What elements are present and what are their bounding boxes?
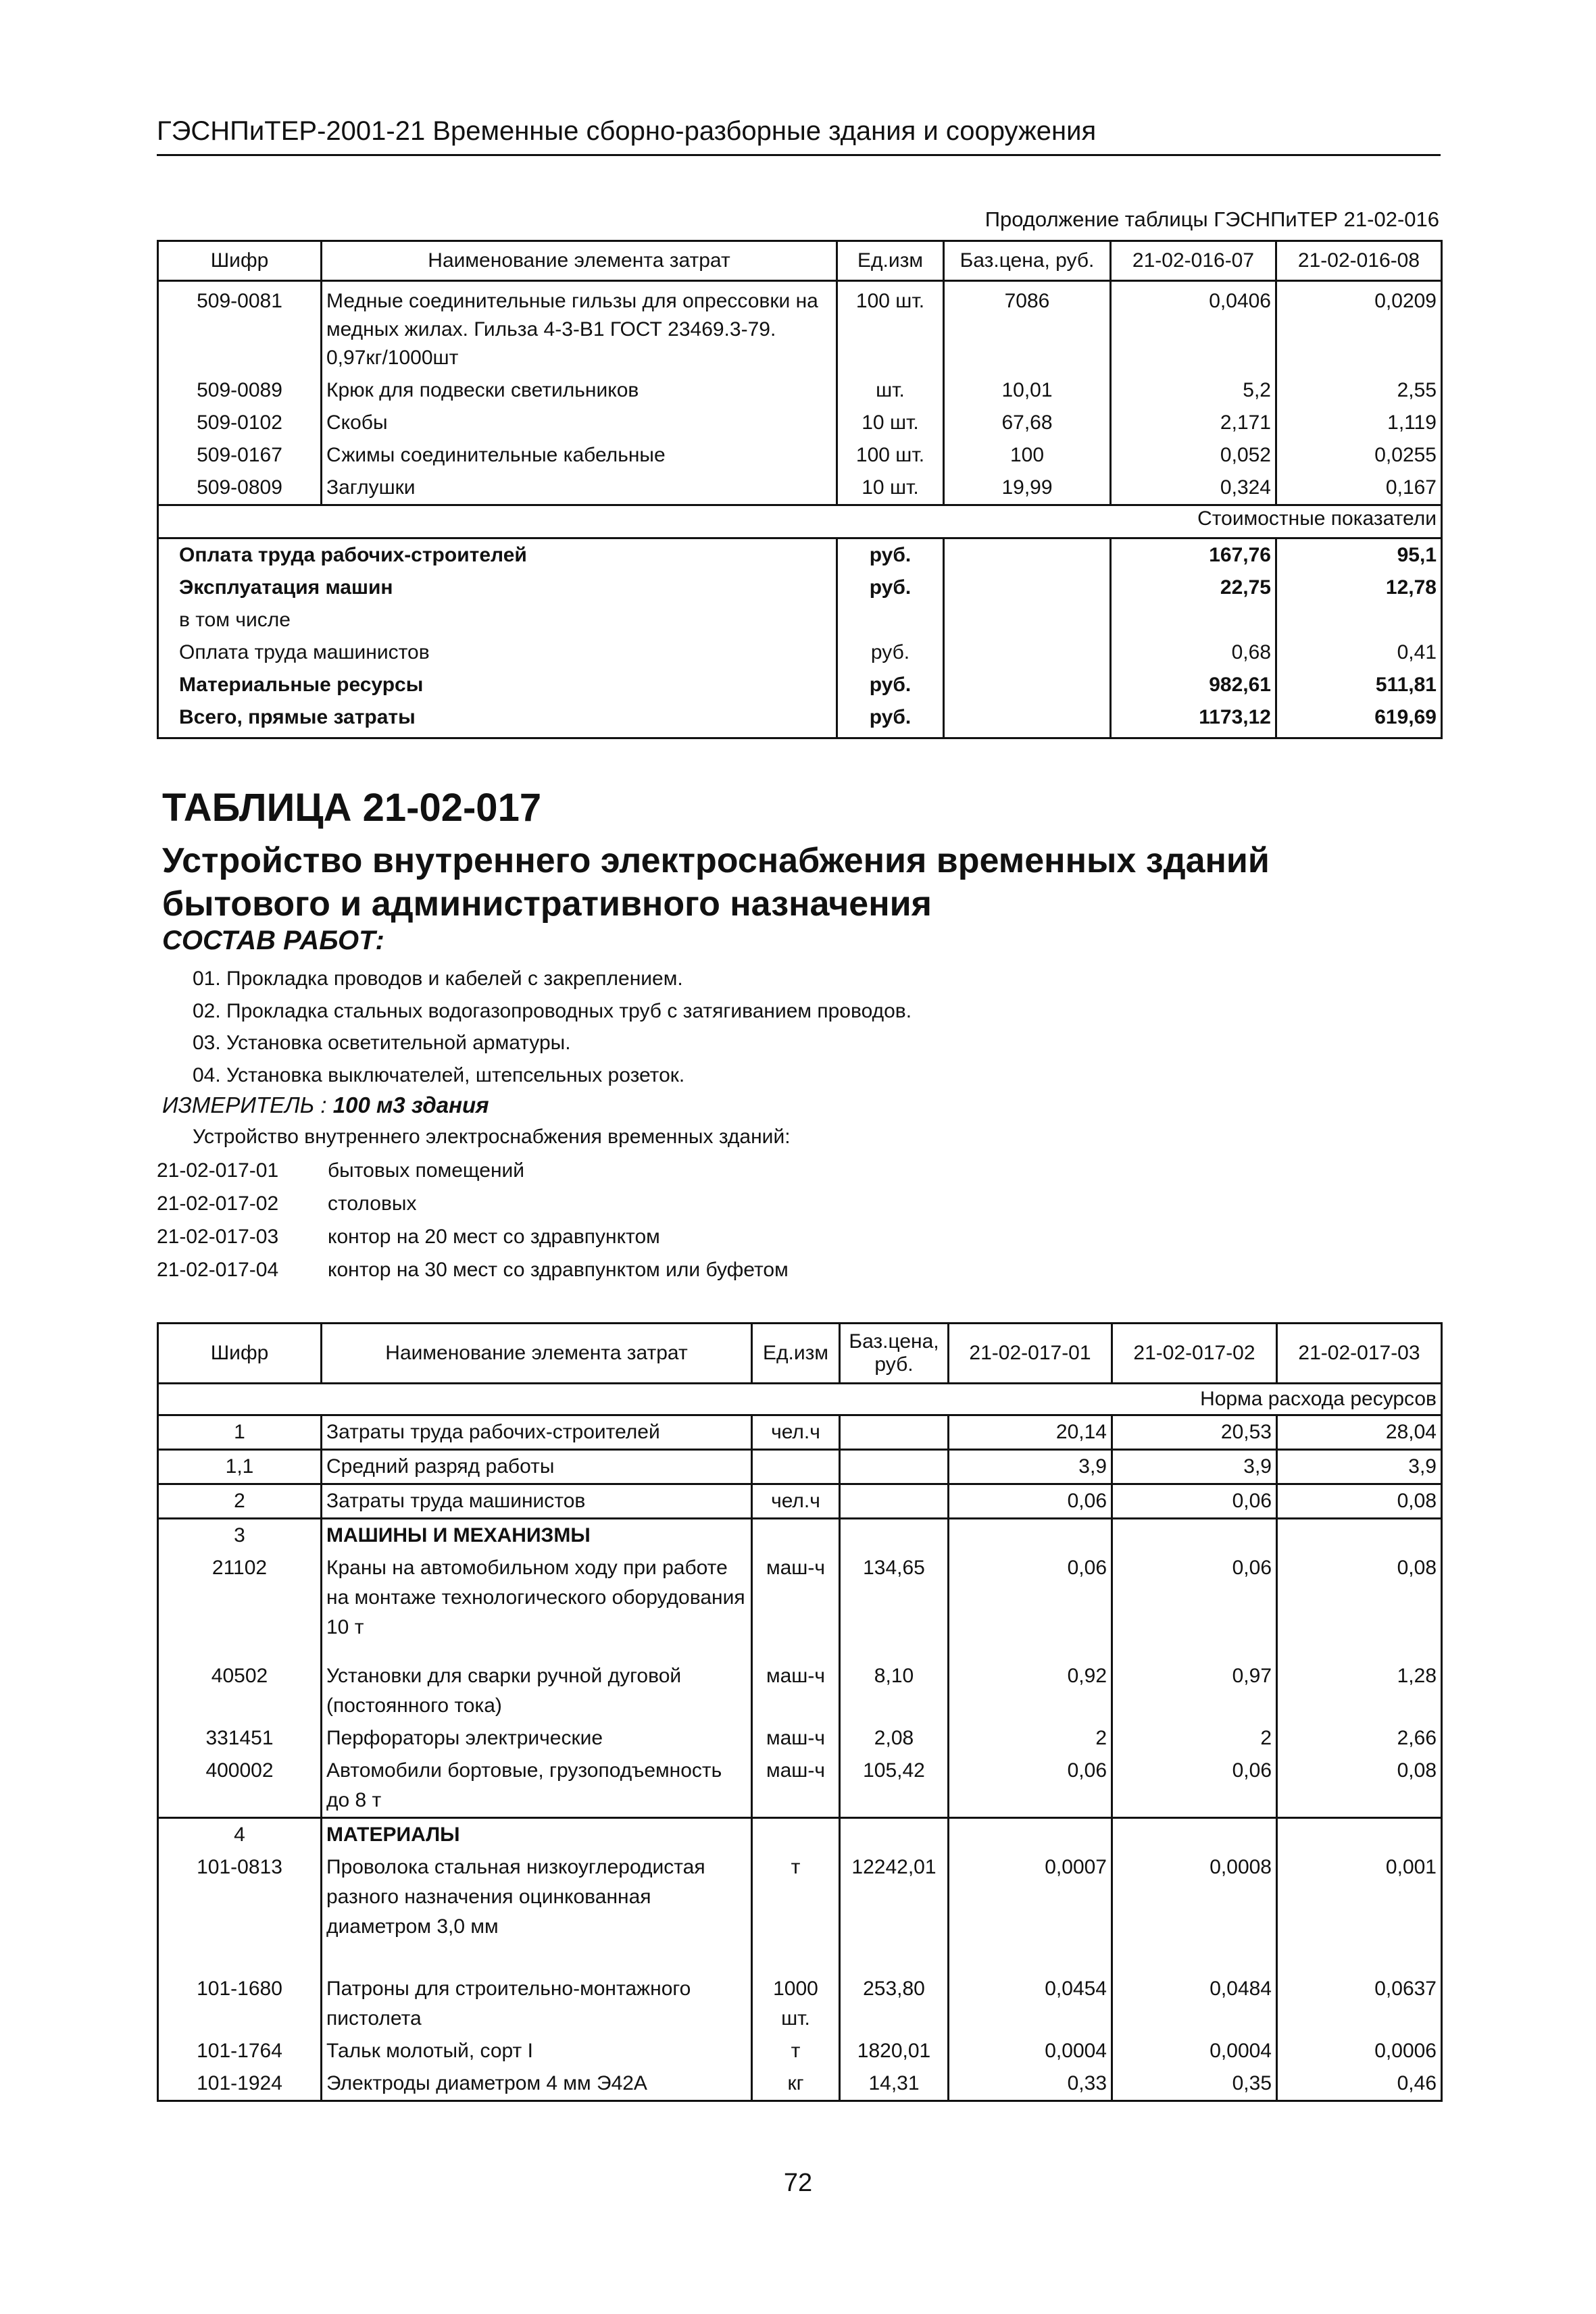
- cost-price-empty: [944, 572, 1111, 604]
- cost-value: 0,68: [1111, 636, 1276, 669]
- row-unit: шт.: [837, 374, 944, 407]
- cost-unit: руб.: [837, 572, 944, 604]
- row-unit: т: [752, 2035, 840, 2067]
- row-unit: [752, 1519, 840, 1553]
- row-code: 101-1924: [158, 2067, 322, 2101]
- row-value: 20,53: [1112, 1415, 1277, 1450]
- column-header: 21-02-017-02: [1112, 1324, 1277, 1384]
- page-header-title: ГЭСНПиТЕР-2001-21 Временные сборно-разборные здания и сооружения: [157, 116, 1097, 146]
- row-unit: маш-ч: [752, 1722, 840, 1755]
- row-value: 3,9: [1112, 1450, 1277, 1484]
- row-price: 1820,01: [840, 2035, 949, 2067]
- row-price: 10,01: [944, 374, 1111, 407]
- row-name: Средний разряд работы: [322, 1450, 752, 1484]
- cost-unit: [837, 604, 944, 636]
- row-price: 19,99: [944, 472, 1111, 505]
- row-value: [1277, 1818, 1442, 1852]
- table-row: [158, 1973, 1442, 2035]
- row-unit: 100 шт.: [837, 281, 944, 375]
- section-heading: МАШИНЫ И МЕХАНИЗМЫ: [322, 1519, 752, 1553]
- column-header: 21-02-016-07: [1111, 241, 1276, 281]
- row-code: 331451: [158, 1722, 322, 1755]
- row-unit: чел.ч: [752, 1484, 840, 1519]
- cost-name: Эксплуатация машин: [158, 572, 837, 604]
- table-row: [158, 1552, 1442, 1660]
- table-row: [158, 1755, 1442, 1818]
- row-value: 1,119: [1276, 407, 1442, 439]
- row-value: 1,28: [1277, 1660, 1442, 1722]
- row-value: 0,35: [1112, 2067, 1277, 2101]
- row-value: [949, 1519, 1112, 1553]
- cost-value: [1276, 604, 1442, 636]
- row-value: 0,0209: [1276, 281, 1442, 375]
- row-value: 0,08: [1277, 1552, 1442, 1660]
- row-value: 0,06: [1112, 1755, 1277, 1818]
- table-row: [158, 2067, 1442, 2101]
- row-code: 509-0081: [158, 281, 322, 375]
- row-code: 21102: [158, 1552, 322, 1660]
- table-title: ТАБЛИЦА 21-02-017: [162, 786, 542, 830]
- norm-header: Норма расхода ресурсов: [158, 1384, 1442, 1415]
- table-row: [158, 281, 1442, 375]
- row-code: 509-0089: [158, 374, 322, 407]
- row-value: 5,2: [1111, 374, 1276, 407]
- row-code: 101-1764: [158, 2035, 322, 2067]
- row-value: 0,46: [1277, 2067, 1442, 2101]
- row-value: 0,06: [949, 1484, 1112, 1519]
- column-header: Шифр: [158, 1324, 322, 1384]
- row-value: 3,9: [949, 1450, 1112, 1484]
- table-row: [158, 1722, 1442, 1755]
- row-unit: 1000 шт.: [752, 1973, 840, 2035]
- cost-row: [158, 572, 1442, 604]
- cost-unit: руб.: [837, 701, 944, 738]
- row-value: 0,06: [949, 1755, 1112, 1818]
- column-header: 21-02-017-01: [949, 1324, 1112, 1384]
- row-value: 0,06: [1112, 1484, 1277, 1519]
- row-value: 0,92: [949, 1660, 1112, 1722]
- row-value: [1277, 1519, 1442, 1553]
- table-header-row: [158, 241, 1442, 281]
- cost-price-empty: [944, 669, 1111, 701]
- table-row: [158, 374, 1442, 407]
- row-price: 100: [944, 439, 1111, 472]
- row-value: 2: [949, 1722, 1112, 1755]
- row-name: Сжимы соединительные кабельные: [322, 439, 837, 472]
- table-row: [158, 1450, 1442, 1484]
- row-unit: [752, 1450, 840, 1484]
- row-unit: маш-ч: [752, 1552, 840, 1660]
- row-name: Краны на автомобильном ходу при работе на монтаже технологического оборудования 10 т: [322, 1552, 752, 1660]
- row-unit: [752, 1818, 840, 1852]
- row-value: 2,55: [1276, 374, 1442, 407]
- table-row: [158, 1818, 1442, 1852]
- row-value: 0,0255: [1276, 439, 1442, 472]
- cost-name: Всего, прямые затраты: [158, 701, 837, 738]
- cost-unit: руб.: [837, 669, 944, 701]
- row-value: 2,66: [1277, 1722, 1442, 1755]
- table-row: [158, 2035, 1442, 2067]
- operation-item: 04. Установка выключателей, штепсельных розеток.: [193, 1064, 685, 1086]
- row-unit: маш-ч: [752, 1660, 840, 1722]
- row-code: 4: [158, 1818, 322, 1852]
- cost-value: 619,69: [1276, 701, 1442, 738]
- column-header: Ед.изм: [837, 241, 944, 281]
- row-price: [840, 1818, 949, 1852]
- row-name: Крюк для подвески светильников: [322, 374, 837, 407]
- row-value: 0,08: [1277, 1484, 1442, 1519]
- row-value: 0,0637: [1277, 1973, 1442, 2035]
- row-price: 253,80: [840, 1973, 949, 2035]
- cost-row: [158, 538, 1442, 572]
- variant-description: бытовых помещений: [328, 1159, 525, 1182]
- row-value: 0,06: [1112, 1552, 1277, 1660]
- operation-item: 03. Установка осветительной арматуры.: [193, 1032, 571, 1054]
- row-name: Проволока стальная низкоуглеродистая разного назначения оцинкованная диаметром 3,0 мм: [322, 1851, 752, 1973]
- variant-code: 21-02-017-04: [157, 1259, 279, 1281]
- cost-name: в том числе: [158, 604, 837, 636]
- row-value: 2,171: [1111, 407, 1276, 439]
- row-price: [840, 1519, 949, 1553]
- row-price: 14,31: [840, 2067, 949, 2101]
- row-value: 0,0484: [1112, 1973, 1277, 2035]
- meter-line: [162, 1092, 489, 1118]
- row-price: 7086: [944, 281, 1111, 375]
- variant-code: 21-02-017-02: [157, 1192, 279, 1215]
- row-code: 400002: [158, 1755, 322, 1818]
- row-value: [1112, 1818, 1277, 1852]
- column-header: Баз.цена, руб.: [840, 1324, 949, 1384]
- column-header: Шифр: [158, 241, 322, 281]
- column-header: 21-02-016-08: [1276, 241, 1442, 281]
- row-code: 2: [158, 1484, 322, 1519]
- variant-description: контор на 20 мест со здравпунктом: [328, 1226, 660, 1248]
- row-value: 0,97: [1112, 1660, 1277, 1722]
- cost-value: 511,81: [1276, 669, 1442, 701]
- row-value: [949, 1818, 1112, 1852]
- row-code: 3: [158, 1519, 322, 1553]
- row-value: 0,0004: [949, 2035, 1112, 2067]
- row-value: 0,001: [1277, 1851, 1442, 1973]
- row-value: 0,0454: [949, 1973, 1112, 2035]
- row-name: Затраты труда машинистов: [322, 1484, 752, 1519]
- header-rule: [157, 154, 1441, 156]
- row-price: [840, 1415, 949, 1450]
- row-unit: т: [752, 1851, 840, 1973]
- cost-row: [158, 636, 1442, 669]
- composition-label: СОСТАВ РАБОТ:: [162, 926, 384, 955]
- row-unit: маш-ч: [752, 1755, 840, 1818]
- variant-description: столовых: [328, 1192, 417, 1215]
- cost-row: [158, 701, 1442, 738]
- meter-label: ИЗМЕРИТЕЛЬ :: [162, 1092, 327, 1117]
- meter-value: 100 м3 здания: [332, 1092, 489, 1117]
- row-name: Патроны для строительно-монтажного пистолета: [322, 1973, 752, 2035]
- table-row: [158, 472, 1442, 505]
- page-number: 72: [783, 2169, 813, 2197]
- row-code: 509-0102: [158, 407, 322, 439]
- row-unit: чел.ч: [752, 1415, 840, 1450]
- row-value: 0,33: [949, 2067, 1112, 2101]
- variant-code: 21-02-017-03: [157, 1226, 279, 1248]
- row-unit: 10 шт.: [837, 472, 944, 505]
- column-header: Ед.изм: [752, 1324, 840, 1384]
- row-code: 40502: [158, 1660, 322, 1722]
- table-row: [158, 439, 1442, 472]
- table-subtitle: Устройство внутреннего электроснабжения временных зданий бытового и административного назначения: [162, 841, 1270, 924]
- table-row: [158, 1484, 1442, 1519]
- row-price: 2,08: [840, 1722, 949, 1755]
- row-name: Электроды диаметром 4 мм Э42А: [322, 2067, 752, 2101]
- row-price: 105,42: [840, 1755, 949, 1818]
- row-name: Скобы: [322, 407, 837, 439]
- cost-row: [158, 669, 1442, 701]
- cost-price-empty: [944, 538, 1111, 572]
- row-value: [1112, 1519, 1277, 1553]
- row-unit: кг: [752, 2067, 840, 2101]
- cost-price-empty: [944, 636, 1111, 669]
- variant-code: 21-02-017-01: [157, 1159, 279, 1182]
- row-code: 101-0813: [158, 1851, 322, 1973]
- cost-name: Оплата труда рабочих-строителей: [158, 538, 837, 572]
- row-name: Перфораторы электрические: [322, 1722, 752, 1755]
- cost-price-empty: [944, 604, 1111, 636]
- row-code: 1,1: [158, 1450, 322, 1484]
- table-row: [158, 1415, 1442, 1450]
- row-value: 0,0004: [1112, 2035, 1277, 2067]
- cost-indicators-header-row: [158, 505, 1442, 538]
- row-code: 509-0167: [158, 439, 322, 472]
- row-price: 134,65: [840, 1552, 949, 1660]
- row-name: Медные соединительные гильзы для опрессовки на медных жилах. Гильза 4-3-В1 ГОСТ 23469.3-79. 0,97кг/1000шт: [322, 281, 837, 375]
- row-value: 3,9: [1277, 1450, 1442, 1484]
- cost-value: [1111, 604, 1276, 636]
- norm-header-row: [158, 1384, 1442, 1415]
- column-header: Баз.цена, руб.: [944, 241, 1111, 281]
- row-unit: 100 шт.: [837, 439, 944, 472]
- row-value: 2: [1112, 1722, 1277, 1755]
- cost-table-21-02-016: [157, 240, 1443, 739]
- variant-description: контор на 30 мест со здравпунктом или буфетом: [328, 1259, 789, 1281]
- column-header: 21-02-017-03: [1277, 1324, 1442, 1384]
- row-name: Установки для сварки ручной дуговой (постоянного тока): [322, 1660, 752, 1722]
- cost-value: 95,1: [1276, 538, 1442, 572]
- variants-intro: Устройство внутреннего электроснабжения временных зданий:: [193, 1126, 791, 1148]
- row-value: 0,324: [1111, 472, 1276, 505]
- section-heading: МАТЕРИАЛЫ: [322, 1818, 752, 1852]
- cost-value: 982,61: [1111, 669, 1276, 701]
- row-name: Тальк молотый, сорт I: [322, 2035, 752, 2067]
- row-value: 0,08: [1277, 1755, 1442, 1818]
- cost-row: [158, 604, 1442, 636]
- row-price: [840, 1484, 949, 1519]
- cost-price-empty: [944, 701, 1111, 738]
- row-code: 509-0809: [158, 472, 322, 505]
- row-name: Заглушки: [322, 472, 837, 505]
- row-price: 12242,01: [840, 1851, 949, 1973]
- cost-value: 0,41: [1276, 636, 1442, 669]
- cost-unit: руб.: [837, 636, 944, 669]
- resource-norms-table-21-02-017: [157, 1322, 1443, 2102]
- row-value: 0,0007: [949, 1851, 1112, 1973]
- row-value: 0,052: [1111, 439, 1276, 472]
- cost-unit: руб.: [837, 538, 944, 572]
- row-name: Затраты труда рабочих-строителей: [322, 1415, 752, 1450]
- table-continuation-caption: Продолжение таблицы ГЭСНПиТЕР 21-02-016: [984, 207, 1439, 231]
- operation-item: 01. Прокладка проводов и кабелей с закреплением.: [193, 967, 683, 990]
- row-value: 0,06: [949, 1552, 1112, 1660]
- table-header-row: [158, 1324, 1442, 1384]
- cost-value: 167,76: [1111, 538, 1276, 572]
- cost-value: 12,78: [1276, 572, 1442, 604]
- column-header: Наименование элемента затрат: [322, 241, 837, 281]
- row-value: 0,0406: [1111, 281, 1276, 375]
- row-value: 28,04: [1277, 1415, 1442, 1450]
- row-code: 101-1680: [158, 1973, 322, 2035]
- row-value: 0,167: [1276, 472, 1442, 505]
- row-unit: 10 шт.: [837, 407, 944, 439]
- row-price: [840, 1450, 949, 1484]
- row-price: 8,10: [840, 1660, 949, 1722]
- cost-indicators-header: Стоимостные показатели: [158, 505, 1442, 538]
- table-row: [158, 407, 1442, 439]
- cost-value: 22,75: [1111, 572, 1276, 604]
- row-value: 0,0008: [1112, 1851, 1277, 1973]
- row-name: Автомобили бортовые, грузоподъемность до 8 т: [322, 1755, 752, 1818]
- row-code: 1: [158, 1415, 322, 1450]
- operation-item: 02. Прокладка стальных водогазопроводных труб с затягиванием проводов.: [193, 1000, 912, 1022]
- cost-name: Оплата труда машинистов: [158, 636, 837, 669]
- row-value: 20,14: [949, 1415, 1112, 1450]
- cost-value: 1173,12: [1111, 701, 1276, 738]
- table-row: [158, 1660, 1442, 1722]
- row-value: 0,0006: [1277, 2035, 1442, 2067]
- column-header: Наименование элемента затрат: [322, 1324, 752, 1384]
- table-row: [158, 1851, 1442, 1973]
- table-row: [158, 1519, 1442, 1553]
- row-price: 67,68: [944, 407, 1111, 439]
- cost-name: Материальные ресурсы: [158, 669, 837, 701]
